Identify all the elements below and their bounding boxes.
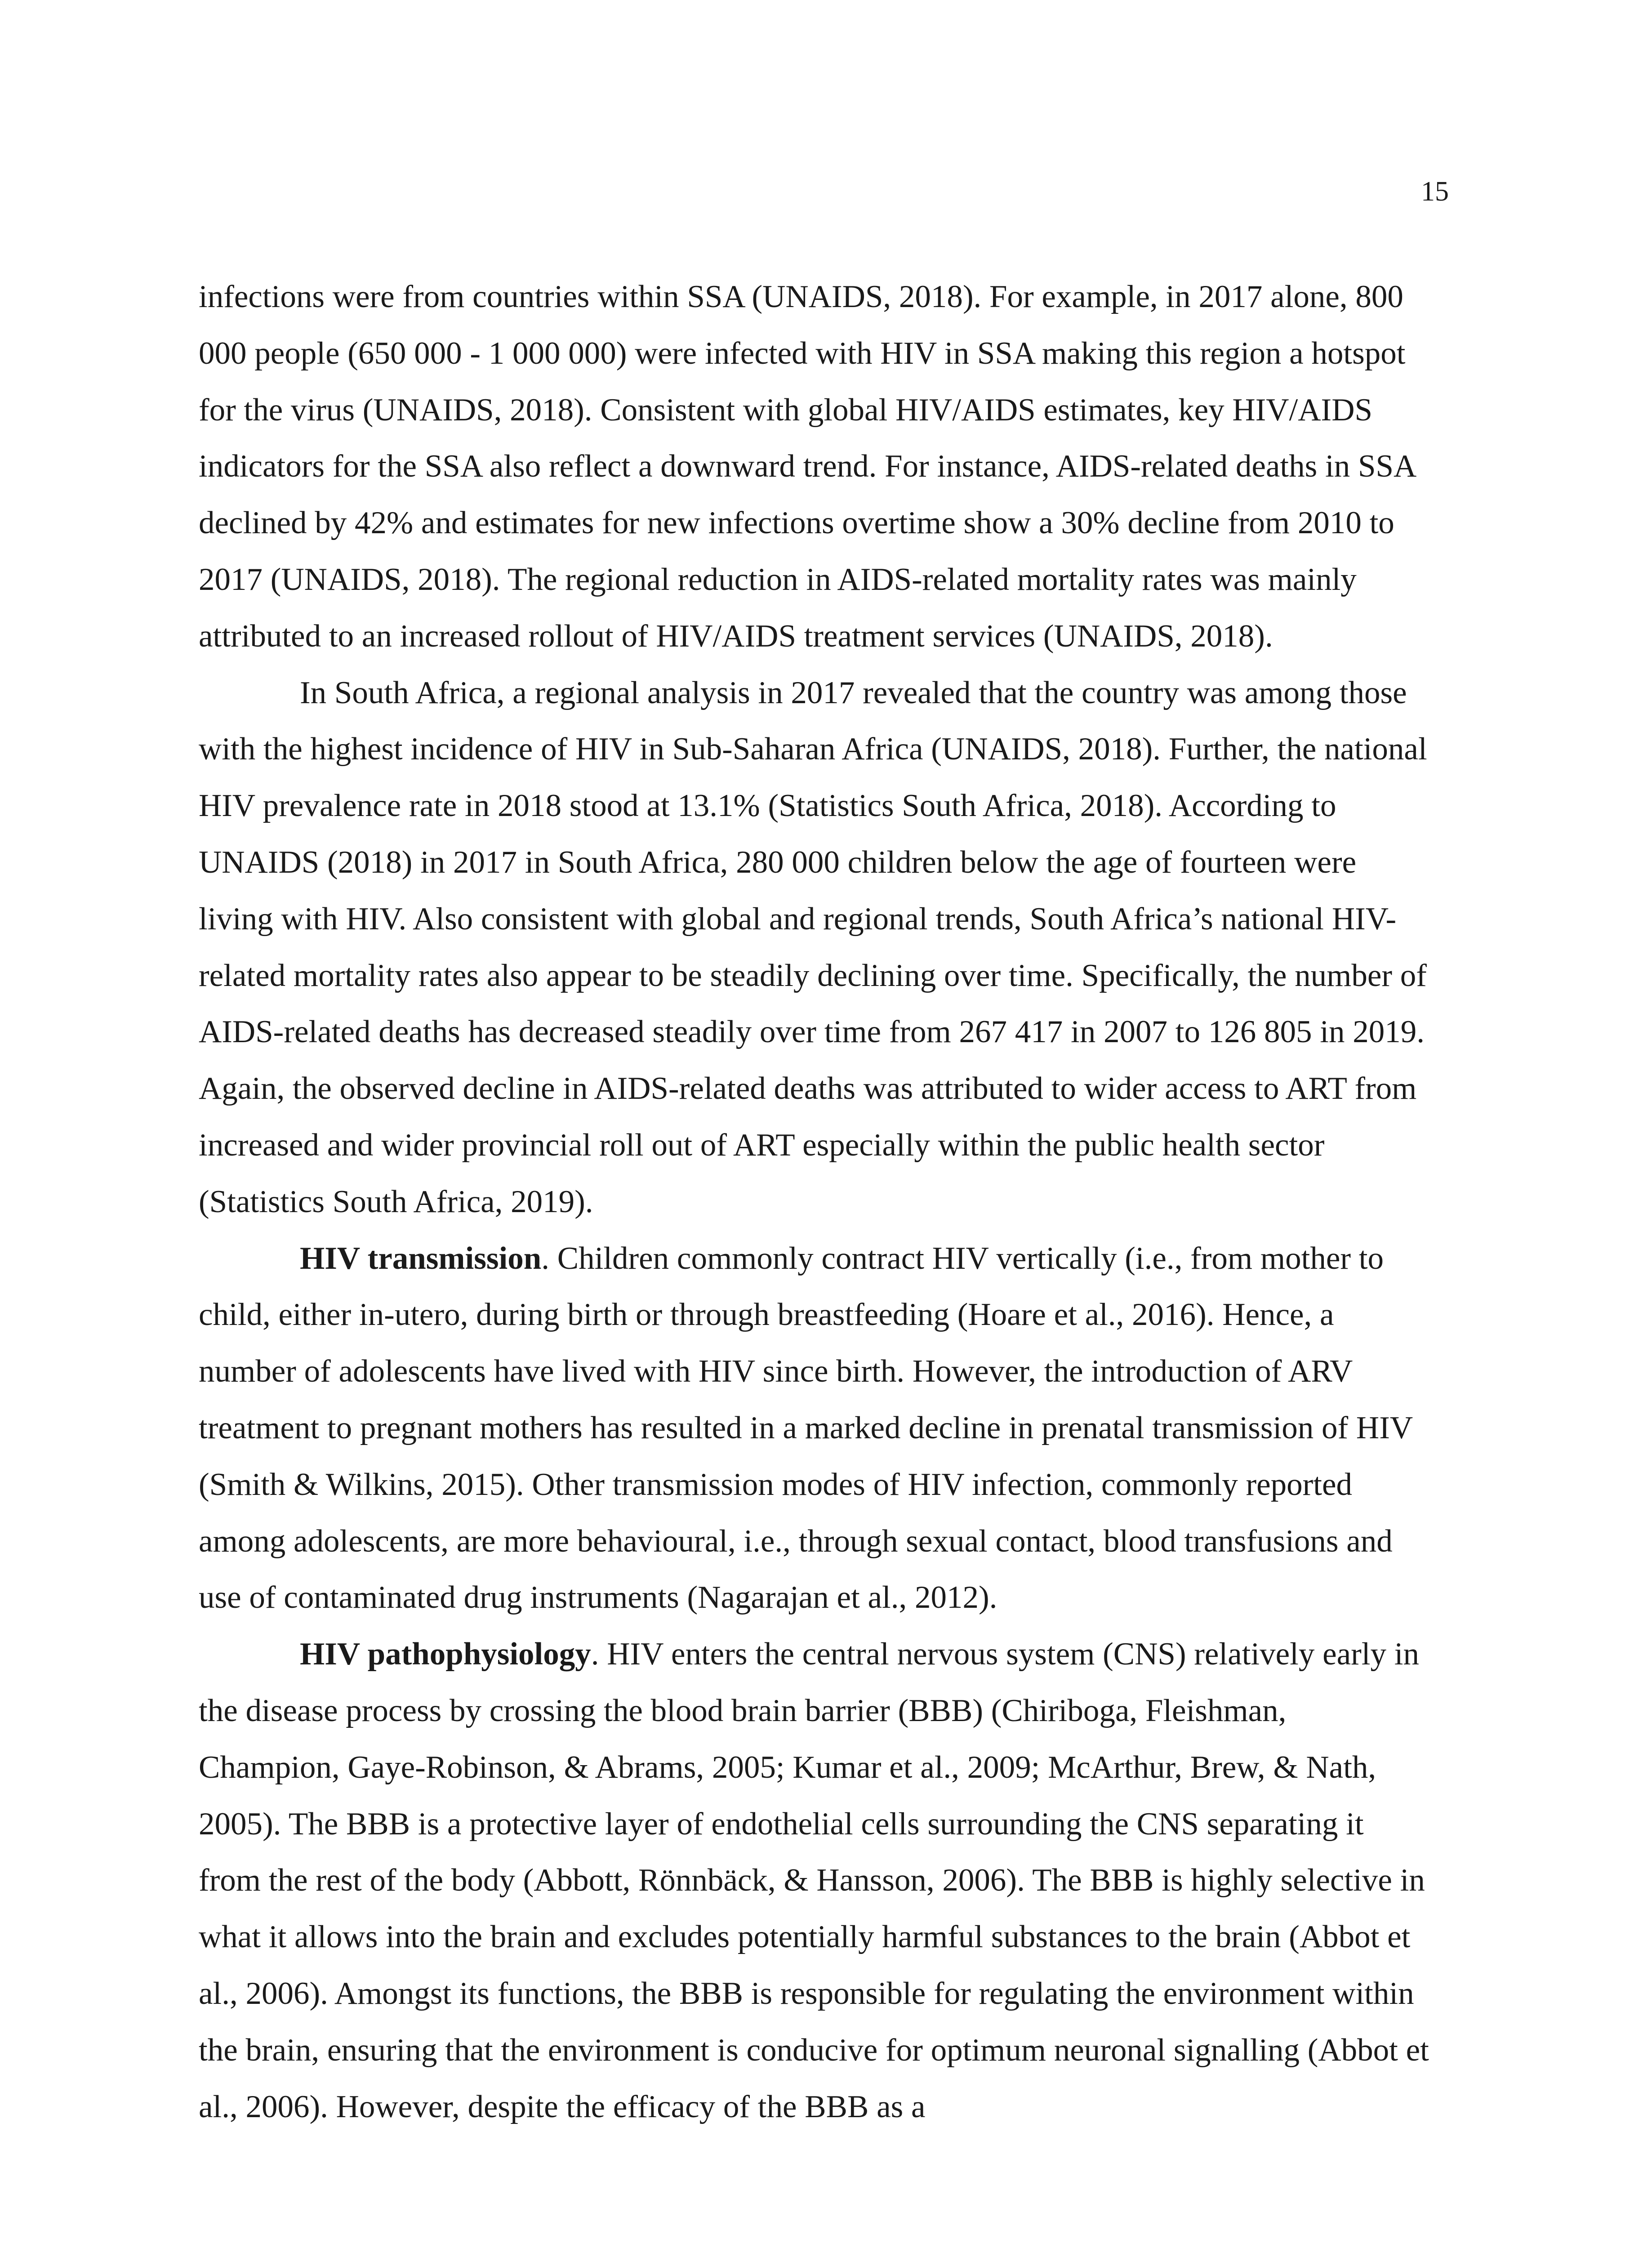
paragraph-hiv-transmission-text: . Children commonly contract HIV vertically (i.e., from mother to child, either in-utero, during birth or through breastfeeding (Hoare et al., 2016). Hence, a number of adolescents have lived with HIV since birth. However, the introduction of ARV treatment to pregnant mothers has resulted in a marked decline in prenatal transmission of HIV (Smith & Wilkins, 2015). Other transmission modes of HIV infection, commonly reported among adolescents, are more behavioural, i.e., through sexual contact, blood transfusions and use of contaminated drug instruments (Nagarajan et al., 2012).: [199, 1240, 1412, 1615]
page-number: 15: [1421, 176, 1449, 207]
paragraph-hiv-pathophysiology-text: . HIV enters the central nervous system (CNS) relatively early in the disease process by crossing the blood brain barrier (BBB) (Chiriboga, Fleishman, Champion, Gaye-Robinson, & Abrams, 2005; Kumar et al., 2009; McArthur, Brew, & Nath, 2005). The BBB is a protective layer of endothelial cells surrounding the CNS separating it from the rest of the body (Abbott, Rönnbäck, & Hansson, 2006). The BBB is highly selective in what it allows into the brain and excludes potentially harmful substances to the brain (Abbot et al., 2006). Amongst its functions, the BBB is responsible for regulating the environment within the brain, ensuring that the environment is conducive for optimum neuronal signalling (Abbot et al., 2006). However, despite the efficacy of the BBB as a: [199, 1637, 1429, 2124]
paragraph-south-africa: In South Africa, a regional analysis in 2017 revealed that the country was among those with the highest incidence of HIV in Sub-Saharan Africa (UNAIDS, 2018). Further, the national HIV prevalence rate in 2018 stood at 13.1% (Statistics South Africa, 2018). According to UNAIDS (2018) in 2017 in South Africa, 280 000 children below the age of fourteen were living with HIV. Also consistent with global and regional trends, South Africa’s national HIV-related mortality rates also appear to be steadily declining over time. Specifically, the number of AIDS-related deaths has decreased steadily over time from 267 417 in 2007 to 126 805 in 2019. Again, the observed decline in AIDS-related deaths was attributed to wider access to ART from increased and wider provincial roll out of ART especially within the public health sector (Statistics South Africa, 2019).: [199, 675, 1427, 1219]
heading-hiv-pathophysiology: HIV pathophysiology: [300, 1637, 591, 1672]
heading-hiv-transmission: HIV transmission: [300, 1240, 542, 1276]
paragraph-hiv-transmission: [199, 1231, 1430, 1627]
paragraph-hiv-pathophysiology: [199, 1626, 1430, 2135]
body-text: [199, 269, 1430, 2135]
paragraph-ssa-infections: infections were from countries within SSA (UNAIDS, 2018). For example, in 2017 alone, 800 000 people (650 000 - 1 000 000) were infected with HIV in SSA making this region a hotspot for the virus (UNAIDS, 2018). Consistent with global HIV/AIDS estimates, key HIV/AIDS indicators for the SSA also reflect a downward trend. For instance, AIDS-related deaths in SSA declined by 42% and estimates for new infections overtime show a 30% decline from 2010 to 2017 (UNAIDS, 2018). The regional reduction in AIDS-related mortality rates was mainly attributed to an increased rollout of HIV/AIDS treatment services (UNAIDS, 2018).: [199, 279, 1415, 654]
